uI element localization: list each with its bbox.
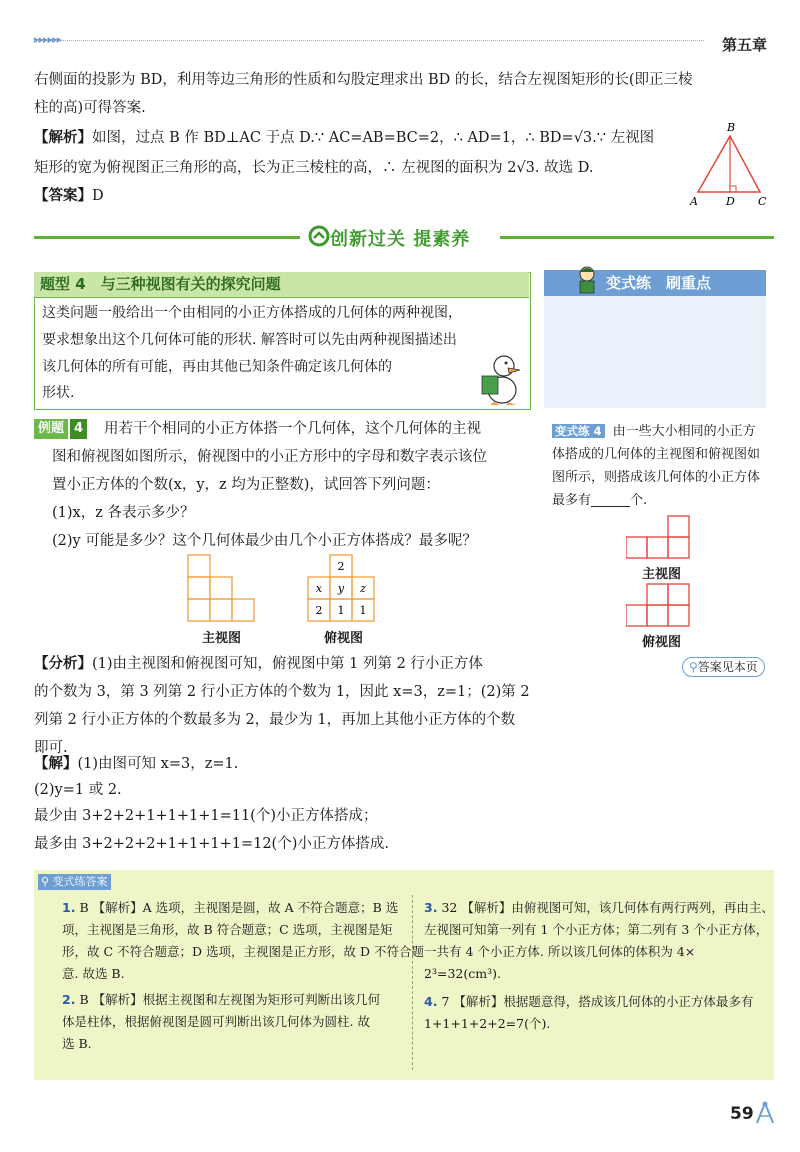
- cartoon-character-icon: [574, 264, 600, 294]
- prev-line-2: 柱的高)可得答案.: [34, 100, 146, 116]
- example-tag: 例题: [34, 419, 68, 439]
- see-answer-badge[interactable]: [682, 657, 765, 677]
- bianshi-header: [544, 270, 766, 296]
- answer-1-num: 1.: [62, 900, 76, 915]
- bianshi-tag: 变式练 4: [552, 424, 605, 438]
- answer-1-line-4: 意. 故选 B.: [62, 966, 125, 981]
- type-box-header: [34, 272, 529, 298]
- page-number: 59: [730, 1104, 754, 1124]
- chapter-title: 第五章: [722, 36, 768, 54]
- bianshi-front-view: [626, 515, 692, 559]
- example-line-5: (2)y 可能是多少？这个几何体最少由几个小正方体搭成？最多呢？: [52, 533, 477, 549]
- bianshi-text-1: 由一些大小相同的小正方: [612, 424, 756, 439]
- grid-cell-c: 1: [359, 604, 367, 617]
- type-line-4: 形状.: [42, 385, 75, 401]
- answer-1-line-2: 项，主视图是三角形，故 B 符合题意；C 选项，主视图是矩: [62, 922, 393, 937]
- fenxi-label: 【分析】: [34, 656, 92, 672]
- answer-3-line-3: 一共有 4 个小正方体. 所以该几何体的体积为 4×: [424, 944, 696, 959]
- section-bar-right: [500, 236, 774, 239]
- answer-1-line-3: 形，故 C 不符合题意；D 选项，主视图是正方形，故 D 不符合题: [62, 944, 424, 959]
- answer-4-num: 4.: [424, 994, 438, 1009]
- fenxi-line-3: 列第 2 行小正方体的个数最多为 2，最少为 1，再加上其他小正方体的个数: [34, 712, 516, 728]
- grid-cell-y: y: [337, 582, 345, 595]
- bianshi-top-caption: 俯视图: [642, 635, 682, 650]
- answer-2-line-3: 选 B.: [62, 1036, 92, 1051]
- answers-label: [38, 874, 111, 890]
- cartoon-duck-reading-icon: [478, 350, 526, 406]
- answer-3-line-2: 左视图可知第一列有 1 个小正方体；第二列有 3 个小正方体，: [424, 922, 769, 937]
- jie-line-2: (2)y=1 或 2.: [34, 782, 122, 798]
- prev-answer: [34, 182, 104, 210]
- answer-4-text-1: 7 【解析】根据题意得，搭成该几何体的小正方体最多有: [441, 994, 754, 1009]
- grid-cell-r1: 2: [337, 560, 345, 573]
- jie-label: 【解】: [34, 756, 78, 772]
- label-c: C: [758, 195, 767, 208]
- bianshi-line-1: [552, 420, 756, 443]
- bianshi-header-text: 变式练 刷重点: [606, 274, 712, 292]
- answers-label-text: 变式练答案: [52, 875, 108, 888]
- answer-label: 【答案】: [34, 188, 92, 204]
- grid-cell-z: z: [360, 582, 366, 595]
- fenxi-line-1: [34, 650, 483, 678]
- grid-cell-a: 2: [315, 604, 323, 617]
- grid-cell-b: 1: [337, 604, 345, 617]
- fenxi-line-2: 的个数为 3，第 3 列第 2 行小正方体的个数为 1，因此 x=3，z=1；(2)第 2: [34, 684, 530, 700]
- answer-3-num: 3.: [424, 900, 438, 915]
- jie-text-1: (1)由图可知 x=3，z=1.: [77, 756, 239, 772]
- bianshi-front-caption: 主视图: [642, 567, 682, 582]
- type-line-3: 该几何体的所有可能，再由其他已知条件确定该几何体的: [42, 359, 392, 375]
- prev-line-1: 右侧面的投影为 BD，利用等边三角形的性质和勾股定理求出 BD 的长，结合左视图矩形的长(即正三棱: [34, 72, 693, 88]
- example-top-caption: 俯视图: [324, 631, 364, 646]
- bianshi-top-view: [626, 583, 692, 627]
- compass-icon: [752, 1100, 778, 1126]
- example-line-3: 置小正方体的个数(x，y，z 均为正整数)，试回答下列问题：: [52, 477, 440, 493]
- answer-text: D: [92, 188, 104, 204]
- answer-2-line-2: 体是柱体，根据俯视图是圆可判断出该几何体为圆柱. 故: [62, 1014, 370, 1029]
- bianshi-column-bg: [544, 296, 766, 408]
- grid-cell-x: x: [315, 582, 323, 595]
- example-number: 4: [70, 419, 87, 439]
- right-angle-mark: [730, 186, 736, 192]
- label-d: D: [726, 195, 735, 208]
- bianshi-line-3: 图所示，则搭成该几何体的小正方体: [552, 470, 761, 485]
- section-bar-left: [34, 236, 300, 239]
- example-line-2: 图和俯视图如图所示，俯视图中的小正方形中的字母和数字表示该位: [52, 449, 487, 465]
- example-front-view: [186, 553, 266, 623]
- type-line-2: 要求想象出这个几何体可能的形状. 解答时可以先由两种视图描述出: [42, 332, 457, 348]
- triangle-figure: [684, 118, 774, 210]
- answer-3-line-1: [424, 897, 774, 919]
- bianshi-line-4: 最多有______个.: [552, 493, 648, 508]
- answer-3-line-4: 2³=32(cm³).: [424, 966, 501, 981]
- jie-line-3: 最少由 3+2+2+1+1+1+1=11(个)小正方体搭成；: [34, 808, 378, 824]
- answer-2-line-1: [62, 989, 380, 1011]
- answer-1-text-1: B 【解析】A 选项，主视图是圆，故 A 不符合题意；B 选: [79, 900, 399, 915]
- answers-divider: [412, 895, 413, 1070]
- answers-key-icon: ⚲: [41, 875, 53, 888]
- prev-line-4: 矩形的宽为俯视图正三角形的高，长为正三棱柱的高，∴ 左视图的面积为 2√3. 故选 D.: [34, 160, 594, 176]
- type-line-1: 这类问题一般给出一个由相同的小正方体搭成的几何体的两种视图，: [42, 305, 462, 321]
- jiexi-label: 【解析】: [34, 130, 92, 146]
- example-front-caption: 主视图: [202, 631, 242, 646]
- fenxi-text-1: (1)由主视图和俯视图可知，俯视图中第 1 列第 2 行小正方体: [92, 656, 483, 672]
- label-b: B: [727, 121, 736, 134]
- jie-line-1: [34, 750, 238, 778]
- example-line-4: (1)x，z 各表示多少？: [52, 505, 195, 521]
- answer-4-line-2: 1+1+1+2+2=7(个).: [424, 1016, 551, 1031]
- label-a: A: [690, 195, 698, 208]
- bianshi-line-2: 体搭成的几何体的主视图和俯视图如: [552, 447, 761, 462]
- section-logo-icon: [306, 224, 332, 248]
- triangle-abc: [698, 136, 760, 192]
- see-answer-text: 答案见本页: [697, 660, 758, 674]
- fenxi-line-4: 即可.: [34, 740, 68, 756]
- answer-3-text-1: 32 【解析】由俯视图可知，该几何体有两行两列，再由主、: [441, 900, 774, 915]
- answer-4-line-1: [424, 991, 753, 1013]
- section-title: 创新过关 提素养: [330, 229, 471, 250]
- jie-line-4: 最多由 3+2+2+2+1+1+1+1=12(个)小正方体搭成.: [34, 836, 389, 852]
- header-arrows-icon: ▸▸▸▸▸▸: [34, 33, 62, 46]
- answer-2-num: 2.: [62, 992, 76, 1007]
- key-icon: ⚲: [689, 660, 698, 674]
- header-dotted-line: [34, 40, 704, 41]
- answer-1-line-1: [62, 897, 398, 919]
- example-top-view: [307, 553, 379, 623]
- type-box-title: 题型 4 与三种视图有关的探究问题: [40, 275, 281, 293]
- answer-2-text-1: B 【解析】根据主视图和左视图为矩形可判断出该几何: [79, 992, 381, 1007]
- jiexi-text: 如图，过点 B 作 BD⊥AC 于点 D.∵ AC=AB=BC=2，∴ AD=1，∴ BD=√3.∵ 左视图: [92, 130, 655, 146]
- prev-jiexi: [34, 124, 654, 152]
- example-line-1: 用若干个相同的小正方体搭一个几何体，这个几何体的主视: [104, 421, 481, 437]
